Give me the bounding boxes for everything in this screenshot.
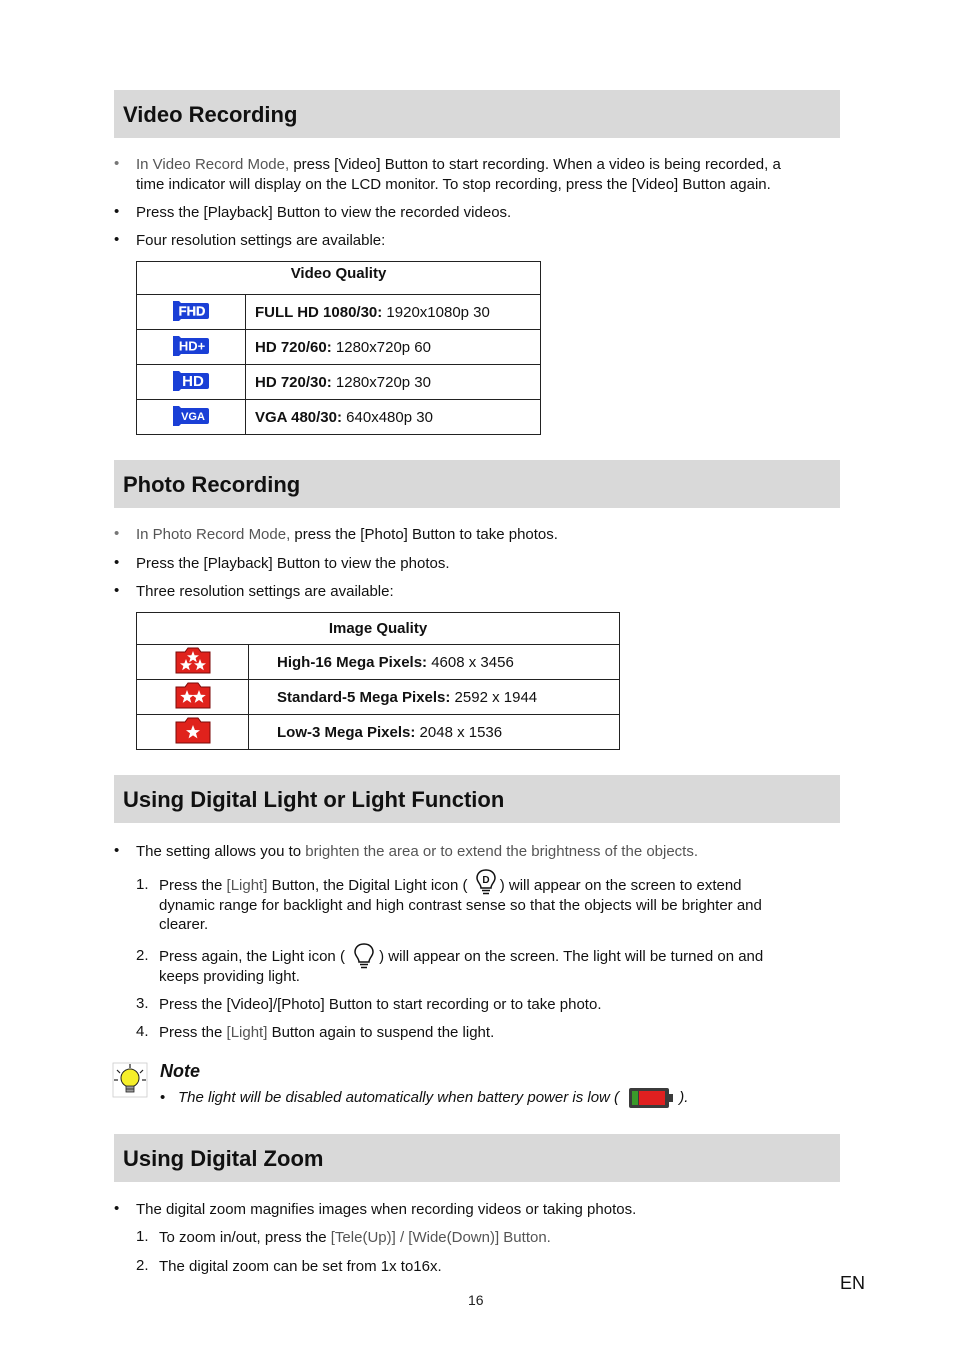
standard-desc — [249, 680, 620, 715]
section-title-photo: Photo Recording — [123, 472, 301, 497]
light-step-2-line2: keeps providing light. — [159, 967, 300, 985]
standard-value: 2592 x 1944 — [450, 688, 538, 706]
bullet: • — [114, 842, 120, 859]
light-step-2-a: Press again, the Light icon ( — [159, 948, 345, 965]
note-bulb-icon — [112, 1062, 148, 1098]
fhd-value: 1920x1080p 30 — [382, 303, 490, 321]
hd30-label: HD 720/30: — [255, 373, 332, 391]
video-quality-header: Video Quality — [137, 262, 541, 295]
vga-label: VGA 480/30: — [255, 408, 342, 426]
vga-value: 640x480p 30 — [342, 408, 433, 426]
light-step-1-line2: dynamic range for backlight and high contrast sense so that the objects will be brighter and — [159, 896, 762, 914]
step-number: 2. — [136, 947, 149, 964]
section-header-photo — [114, 460, 840, 508]
low-desc — [249, 715, 620, 750]
section-title-zoom: Using Digital Zoom — [123, 1146, 324, 1171]
note-text-a: The light will be disabled automatically when battery power is low ( — [178, 1089, 620, 1106]
photo-bullet-1 — [136, 525, 558, 545]
light-step-4-b: Button again to suspend the light. — [267, 1024, 495, 1041]
hd-icon — [171, 369, 211, 391]
light-key-text-2: [Light] — [226, 1024, 268, 1041]
high-desc — [249, 645, 620, 680]
photo-bullet-1-text: press the [Photo] Button to take photos. — [290, 526, 558, 543]
light-icon-wrap — [349, 948, 379, 966]
bullet: • — [114, 525, 120, 542]
photo-bullet-2: Press the [Playback] Button to view the photos. — [136, 555, 450, 572]
page-number: 16 — [468, 1292, 484, 1308]
vga-desc — [246, 400, 541, 435]
step-number: 2. — [136, 1257, 149, 1274]
svg-text:VGA: VGA — [181, 411, 205, 423]
svg-text:HD: HD — [182, 373, 204, 390]
step-number: 1. — [136, 1228, 149, 1245]
zoom-step-2: The digital zoom can be set from 1x to16x. — [159, 1258, 442, 1275]
zoom-step-1 — [159, 1228, 551, 1248]
digital-light-icon — [474, 868, 498, 896]
zoom-keys-text: [Tele(Up)] / [Wide(Down)] Button. — [330, 1229, 551, 1246]
bullet: • — [114, 203, 120, 220]
bullet: • — [114, 1200, 120, 1217]
light-step-4-a: Press the — [159, 1024, 227, 1041]
video-bullet-3: Four resolution settings are available: — [136, 232, 386, 249]
high-label: High-16 Mega Pixels: — [277, 653, 428, 671]
zoom-bullet-1: The digital zoom magnifies images when recording videos or taking photos. — [136, 1201, 637, 1218]
language-tag: EN — [840, 1273, 866, 1293]
bullet: • — [114, 155, 120, 172]
hd60-value: 1280x720p 60 — [331, 338, 431, 356]
video-bullet-1-line2: time indicator will display on the LCD monitor. To stop recording, press the [Video] Button again. — [136, 175, 771, 193]
photo-mode-text: In Photo Record Mode, — [136, 526, 291, 543]
hd-plus-cell — [137, 330, 246, 365]
bullet: • — [160, 1089, 166, 1106]
low-label: Low-3 Mega Pixels: — [277, 723, 416, 741]
hd-plus-icon — [171, 334, 211, 356]
image-quality-table — [136, 612, 620, 750]
hd-desc — [246, 365, 541, 400]
fhd-desc — [246, 295, 541, 330]
step-number: 4. — [136, 1023, 149, 1040]
video-quality-table — [136, 261, 541, 435]
light-step-2-b: ) will appear on the screen. The light will be turned on and — [379, 948, 764, 965]
vga-cell — [137, 400, 246, 435]
two-star-icon — [175, 681, 211, 709]
video-bullet-1 — [136, 155, 836, 194]
hd60-label: HD 720/60: — [255, 338, 332, 356]
section-header-zoom — [114, 1134, 840, 1182]
fhd-label: FULL HD 1080/30: — [255, 303, 383, 321]
svg-text:HD+: HD+ — [178, 338, 206, 354]
light-step-4 — [159, 1023, 494, 1043]
low-cell — [137, 715, 249, 750]
light-bullet-1-text: The setting allows you to — [136, 843, 306, 860]
fhd-cell — [137, 295, 246, 330]
light-bullet-1-gray: brighten the area or to extend the brightness of the objects. — [305, 843, 699, 860]
section-header-light — [114, 775, 840, 823]
bullet: • — [114, 231, 120, 248]
light-step-1-a: Press the — [159, 877, 227, 894]
light-step-1 — [159, 876, 839, 935]
light-bullet-1 — [136, 842, 698, 862]
vga-icon — [171, 404, 211, 426]
section-title-video: Video Recording — [123, 102, 298, 127]
standard-cell — [137, 680, 249, 715]
high-value: 4608 x 3456 — [427, 653, 514, 671]
section-header-video — [114, 90, 840, 138]
low-value: 2048 x 1536 — [415, 723, 503, 741]
hd-cell — [137, 365, 246, 400]
light-key-text: [Light] — [226, 877, 268, 894]
hd30-value: 1280x720p 30 — [331, 373, 431, 391]
fhd-icon — [171, 299, 211, 321]
zoom-step-1-a: To zoom in/out, press the — [159, 1229, 331, 1246]
digital-light-icon-wrap — [472, 877, 500, 895]
light-step-3: Press the [Video]/[Photo] Button to start recording or to take photo. — [159, 996, 602, 1013]
note-title: Note — [160, 1061, 200, 1081]
bullet: • — [114, 554, 120, 571]
photo-bullet-3: Three resolution settings are available: — [136, 583, 394, 600]
light-step-2 — [159, 947, 839, 986]
battery-icon-wrap — [623, 1091, 679, 1105]
three-star-icon — [175, 646, 211, 674]
image-quality-header: Image Quality — [137, 613, 620, 645]
bullet: • — [114, 582, 120, 599]
light-step-1-line3: clearer. — [159, 916, 209, 933]
video-bullet-1-text: press [Video] Button to start recording. When a video is being recorded, a — [289, 156, 781, 173]
one-star-icon — [175, 716, 211, 744]
video-mode-text: In Video Record Mode, — [136, 156, 290, 173]
high-cell — [137, 645, 249, 680]
section-title-light: Using Digital Light or Light Function — [123, 787, 505, 812]
step-number: 3. — [136, 995, 149, 1012]
video-bullet-2: Press the [Playback] Button to view the recorded videos. — [136, 204, 512, 221]
hd-plus-desc — [246, 330, 541, 365]
svg-text:D: D — [482, 875, 490, 887]
svg-text:FHD: FHD — [178, 303, 206, 319]
battery-low-icon — [628, 1087, 674, 1109]
light-bulb-icon — [352, 942, 376, 970]
step-number: 1. — [136, 876, 149, 893]
light-step-1-c: ) will appear on the screen to extend — [499, 877, 742, 894]
note-text-b: ). — [679, 1089, 689, 1106]
note-text — [178, 1089, 688, 1106]
light-step-1-b: Button, the Digital Light icon ( — [267, 877, 468, 894]
standard-label: Standard-5 Mega Pixels: — [277, 688, 451, 706]
